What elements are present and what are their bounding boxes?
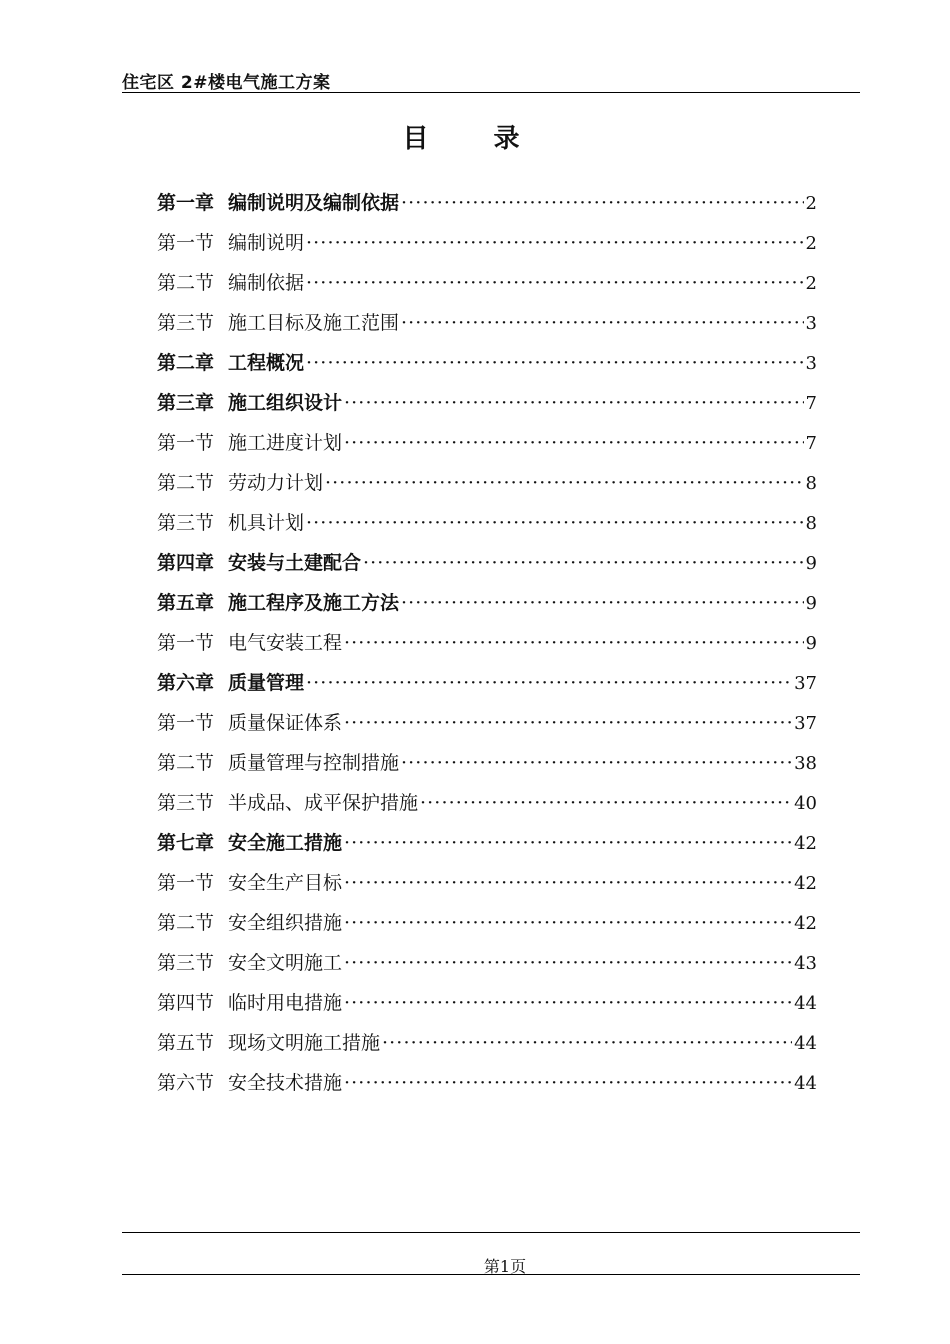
toc-entry-page: 8 xyxy=(805,513,817,534)
toc-dot-leader xyxy=(344,423,804,463)
header-divider xyxy=(122,92,860,93)
toc-entry[interactable] xyxy=(157,1023,817,1063)
table-of-contents xyxy=(157,183,817,1103)
toc-entry-label: 安全施工措施 xyxy=(228,832,343,854)
toc-entry-label: 施工程序及施工方法 xyxy=(228,592,400,614)
toc-entry-number: 第一节 xyxy=(157,432,215,454)
toc-dot-leader xyxy=(401,583,804,623)
toc-dot-leader xyxy=(344,903,792,943)
toc-dot-leader xyxy=(306,263,804,303)
toc-entry-page: 2 xyxy=(805,193,817,214)
toc-entry-number: 第一节 xyxy=(157,232,215,254)
toc-entry-page: 37 xyxy=(794,713,817,734)
toc-entry-label: 安全组织措施 xyxy=(228,912,343,934)
toc-entry-label: 劳动力计划 xyxy=(228,472,324,494)
toc-entry-page: 9 xyxy=(805,593,817,614)
toc-entry-page: 44 xyxy=(794,1033,817,1054)
toc-entry-page: 38 xyxy=(794,753,817,774)
toc-entry-number: 第四节 xyxy=(157,992,215,1014)
toc-entry-page: 42 xyxy=(794,873,817,894)
toc-entry-page: 9 xyxy=(805,633,817,654)
toc-entry-number: 第二节 xyxy=(157,272,215,294)
toc-entry-label: 安装与土建配合 xyxy=(228,552,362,574)
toc-entry-label: 临时用电措施 xyxy=(228,992,343,1014)
toc-dot-leader xyxy=(344,383,804,423)
toc-dot-leader xyxy=(420,783,792,823)
toc-entry[interactable] xyxy=(157,383,817,423)
toc-entry[interactable] xyxy=(157,863,817,903)
toc-entry-label: 施工组织设计 xyxy=(228,392,343,414)
toc-entry-label: 质量管理与控制措施 xyxy=(228,752,400,774)
toc-entry-label: 工程概况 xyxy=(228,352,305,374)
toc-entry-page: 2 xyxy=(805,273,817,294)
toc-dot-leader xyxy=(344,623,804,663)
toc-entry[interactable] xyxy=(157,463,817,503)
toc-entry-page: 40 xyxy=(794,793,817,814)
toc-dot-leader xyxy=(401,183,804,223)
toc-entry-label: 机具计划 xyxy=(228,512,305,534)
toc-entry-label: 安全技术措施 xyxy=(228,1072,343,1094)
toc-entry-label: 编制说明 xyxy=(228,232,305,254)
toc-entry-label: 电气安装工程 xyxy=(228,632,343,654)
footer-divider-bottom xyxy=(122,1274,860,1275)
toc-dot-leader xyxy=(344,823,792,863)
toc-entry-label: 施工进度计划 xyxy=(228,432,343,454)
toc-entry[interactable] xyxy=(157,423,817,463)
toc-entry-page: 9 xyxy=(805,553,817,574)
toc-entry-page: 3 xyxy=(805,313,817,334)
footer-divider-top xyxy=(122,1232,860,1233)
toc-entry-label: 编制依据 xyxy=(228,272,305,294)
toc-entry-number: 第五章 xyxy=(157,592,215,614)
toc-title xyxy=(0,118,950,155)
toc-entry-label: 现场文明施工措施 xyxy=(228,1032,381,1054)
toc-entry-number: 第六节 xyxy=(157,1072,215,1094)
toc-entry-number: 第六章 xyxy=(157,672,215,694)
toc-dot-leader xyxy=(344,1063,792,1103)
toc-entry-page: 44 xyxy=(794,1073,817,1094)
toc-dot-leader xyxy=(344,703,792,743)
toc-entry-page: 7 xyxy=(805,393,817,414)
toc-entry[interactable] xyxy=(157,503,817,543)
toc-entry-label: 安全文明施工 xyxy=(228,952,343,974)
toc-entry-number: 第三章 xyxy=(157,392,215,414)
toc-title-text: 目 录 xyxy=(402,124,548,154)
toc-entry[interactable] xyxy=(157,343,817,383)
toc-entry-number: 第一章 xyxy=(157,192,215,214)
toc-entry-page: 42 xyxy=(794,913,817,934)
toc-entry-page: 3 xyxy=(805,353,817,374)
toc-entry-number: 第三节 xyxy=(157,312,215,334)
toc-entry[interactable] xyxy=(157,663,817,703)
toc-entry[interactable] xyxy=(157,783,817,823)
toc-dot-leader xyxy=(363,543,804,583)
toc-entry[interactable] xyxy=(157,703,817,743)
toc-entry-number: 第七章 xyxy=(157,832,215,854)
toc-dot-leader xyxy=(401,743,792,783)
toc-entry-label: 半成品、成平保护措施 xyxy=(228,792,419,814)
toc-entry-number: 第一节 xyxy=(157,872,215,894)
toc-entry-number: 第四章 xyxy=(157,552,215,574)
toc-entry-number: 第五节 xyxy=(157,1032,215,1054)
toc-entry[interactable] xyxy=(157,543,817,583)
toc-dot-leader xyxy=(382,1023,792,1063)
toc-entry-label: 安全生产目标 xyxy=(228,872,343,894)
toc-entry-number: 第二节 xyxy=(157,472,215,494)
toc-entry-page: 37 xyxy=(794,673,817,694)
toc-dot-leader xyxy=(306,503,804,543)
toc-entry[interactable] xyxy=(157,903,817,943)
toc-entry-label: 编制说明及编制依据 xyxy=(228,192,400,214)
toc-entry[interactable] xyxy=(157,583,817,623)
toc-dot-leader xyxy=(306,343,804,383)
toc-entry-number: 第三节 xyxy=(157,512,215,534)
toc-entry-page: 44 xyxy=(794,993,817,1014)
toc-dot-leader xyxy=(306,223,804,263)
toc-entry-number: 第二章 xyxy=(157,352,215,374)
toc-entry[interactable] xyxy=(157,743,817,783)
toc-entry-number: 第三节 xyxy=(157,792,215,814)
toc-entry-page: 7 xyxy=(805,433,817,454)
toc-entry-number: 第二节 xyxy=(157,752,215,774)
toc-entry-label: 质量管理 xyxy=(228,672,305,694)
toc-entry[interactable] xyxy=(157,623,817,663)
toc-dot-leader xyxy=(344,863,792,903)
toc-entry-page: 2 xyxy=(805,233,817,254)
toc-entry-number: 第三节 xyxy=(157,952,215,974)
toc-entry-page: 8 xyxy=(805,473,817,494)
toc-entry-page: 43 xyxy=(794,953,817,974)
toc-entry[interactable] xyxy=(157,823,817,863)
toc-dot-leader xyxy=(306,663,792,703)
toc-entry[interactable] xyxy=(157,1063,817,1103)
toc-entry-number: 第一节 xyxy=(157,632,215,654)
document-header-title: 住宅区 2#楼电气施工方案 xyxy=(122,73,331,93)
toc-entry-page: 42 xyxy=(794,833,817,854)
toc-entry[interactable] xyxy=(157,943,817,983)
toc-dot-leader xyxy=(344,943,792,983)
toc-entry-number: 第一节 xyxy=(157,712,215,734)
toc-entry-label: 质量保证体系 xyxy=(228,712,343,734)
toc-dot-leader xyxy=(401,303,804,343)
toc-entry[interactable] xyxy=(157,263,817,303)
toc-entry[interactable] xyxy=(157,183,817,223)
toc-entry-number: 第二节 xyxy=(157,912,215,934)
toc-entry-label: 施工目标及施工范围 xyxy=(228,312,400,334)
page-number: 第1页 xyxy=(483,1257,527,1276)
toc-dot-leader xyxy=(344,983,792,1023)
toc-dot-leader xyxy=(325,463,804,503)
toc-entry[interactable] xyxy=(157,983,817,1023)
toc-entry[interactable] xyxy=(157,223,817,263)
toc-entry[interactable] xyxy=(157,303,817,343)
